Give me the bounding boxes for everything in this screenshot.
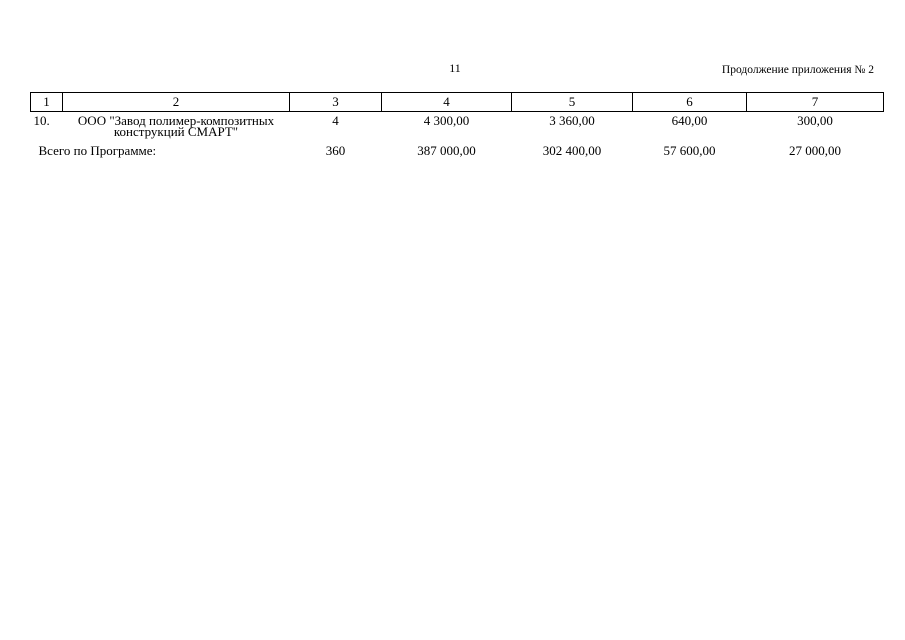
total-value-col3: 360 [325,143,346,158]
total-row [31,137,884,158]
appendix-table [30,92,884,158]
total-label: Всего по Программе: [38,143,157,158]
total-value-col4: 387 000,00 [417,143,476,158]
column-header-5: 5 [512,93,633,112]
page-number: 11 [449,61,461,75]
column-header-4: 4 [382,93,512,112]
total-value-col5: 302 400,00 [542,143,602,158]
row-number: 10. [33,113,50,128]
table-row [31,112,884,138]
column-header-2: 2 [63,93,290,112]
column-header-6: 6 [633,93,747,112]
organization-name: ООО "Завод полимер-композитных конструкций СМАРТ" [77,113,275,139]
total-value-col6: 57 600,00 [663,143,716,158]
column-number-row [31,93,884,112]
column-header-7: 7 [747,93,884,112]
row-value-col5: 3 360,00 [549,113,595,128]
column-header-1: 1 [31,93,63,112]
appendix-continuation-label: Продолжение приложения № 2 [721,64,874,76]
row-value-col6: 640,00 [671,113,708,128]
row-value-col7: 300,00 [797,113,833,128]
row-value-col4: 4 300,00 [423,113,470,128]
column-header-3: 3 [290,93,382,112]
total-value-col7: 27 000,00 [789,143,841,158]
row-value-col3: 4 [332,113,339,128]
